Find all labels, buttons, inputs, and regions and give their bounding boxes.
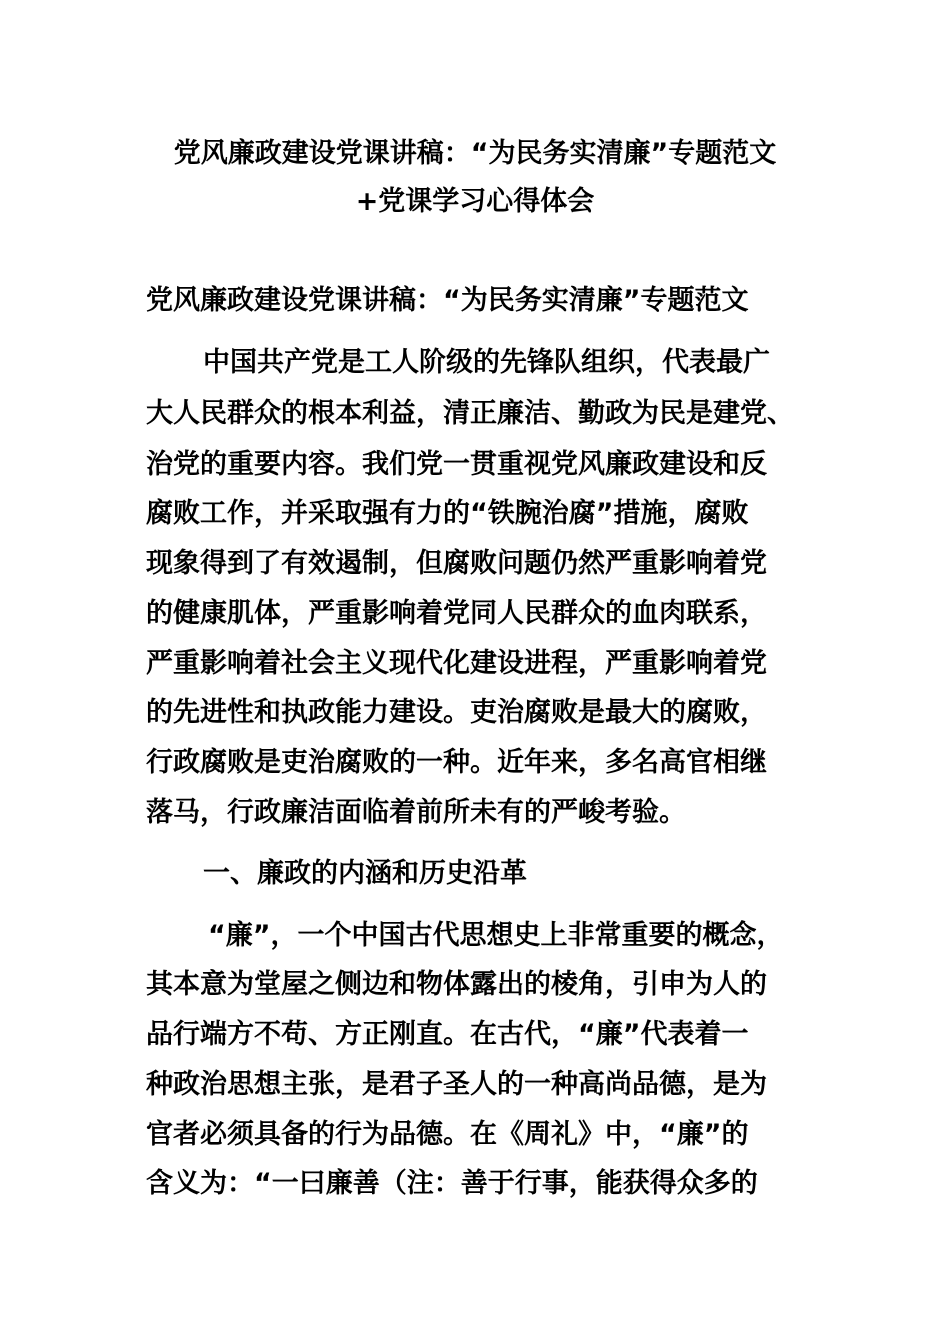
paragraph-2-line: “廉”，一个中国古代思想史上非常重要的概念， bbox=[208, 920, 784, 951]
paragraph-2-line: 含义为：“一曰廉善（注：善于行事，能获得众多的 bbox=[146, 1168, 758, 1199]
subheading-1: 一、廉政的内涵和历史沿革 bbox=[203, 858, 527, 889]
document-title-line-1: 党风廉政建设党课讲稿：“为民务实清廉”专题范文 bbox=[173, 138, 777, 169]
paragraph-1-line: 大人民群众的根本利益，清正廉洁、勤政为民是建党、 bbox=[146, 398, 794, 429]
paragraph-1-line: 严重影响着社会主义现代化建设进程，严重影响着党 bbox=[146, 648, 767, 679]
paragraph-1-line: 的健康肌体，严重影响着党同人民群众的血肉联系， bbox=[146, 598, 767, 629]
paragraph-2-line: 品行端方不苟、方正刚直。在古代，“廉”代表着一 bbox=[146, 1019, 749, 1050]
document-title-line-2: +党课学习心得体会 bbox=[355, 186, 595, 217]
section-heading: 党风廉政建设党课讲稿：“为民务实清廉”专题范文 bbox=[146, 285, 749, 316]
paragraph-2-line: 其本意为堂屋之侧边和物体露出的棱角，引申为人的 bbox=[146, 969, 767, 1000]
paragraph-1-line: 行政腐败是吏治腐败的一种。近年来，多名高官相继 bbox=[146, 747, 767, 778]
paragraph-1-line: 落马，行政廉洁面临着前所未有的严峻考验。 bbox=[146, 797, 686, 828]
paragraph-1-line: 腐败工作，并采取强有力的“铁腕治腐”措施，腐败 bbox=[146, 498, 749, 529]
paragraph-1-line: 的先进性和执政能力建设。吏治腐败是最大的腐败， bbox=[146, 697, 767, 728]
paragraph-1-line: 治党的重要内容。我们党一贯重视党风廉政建设和反 bbox=[146, 449, 767, 480]
paragraph-2-line: 官者必须具备的行为品德。在《周礼》中，“廉”的 bbox=[146, 1119, 749, 1150]
paragraph-2-line: 种政治思想主张，是君子圣人的一种高尚品德，是为 bbox=[146, 1069, 767, 1100]
paragraph-1-line: 中国共产党是工人阶级的先锋队组织，代表最广 bbox=[203, 347, 770, 378]
paragraph-1-line: 现象得到了有效遏制，但腐败问题仍然严重影响着党 bbox=[146, 548, 767, 579]
